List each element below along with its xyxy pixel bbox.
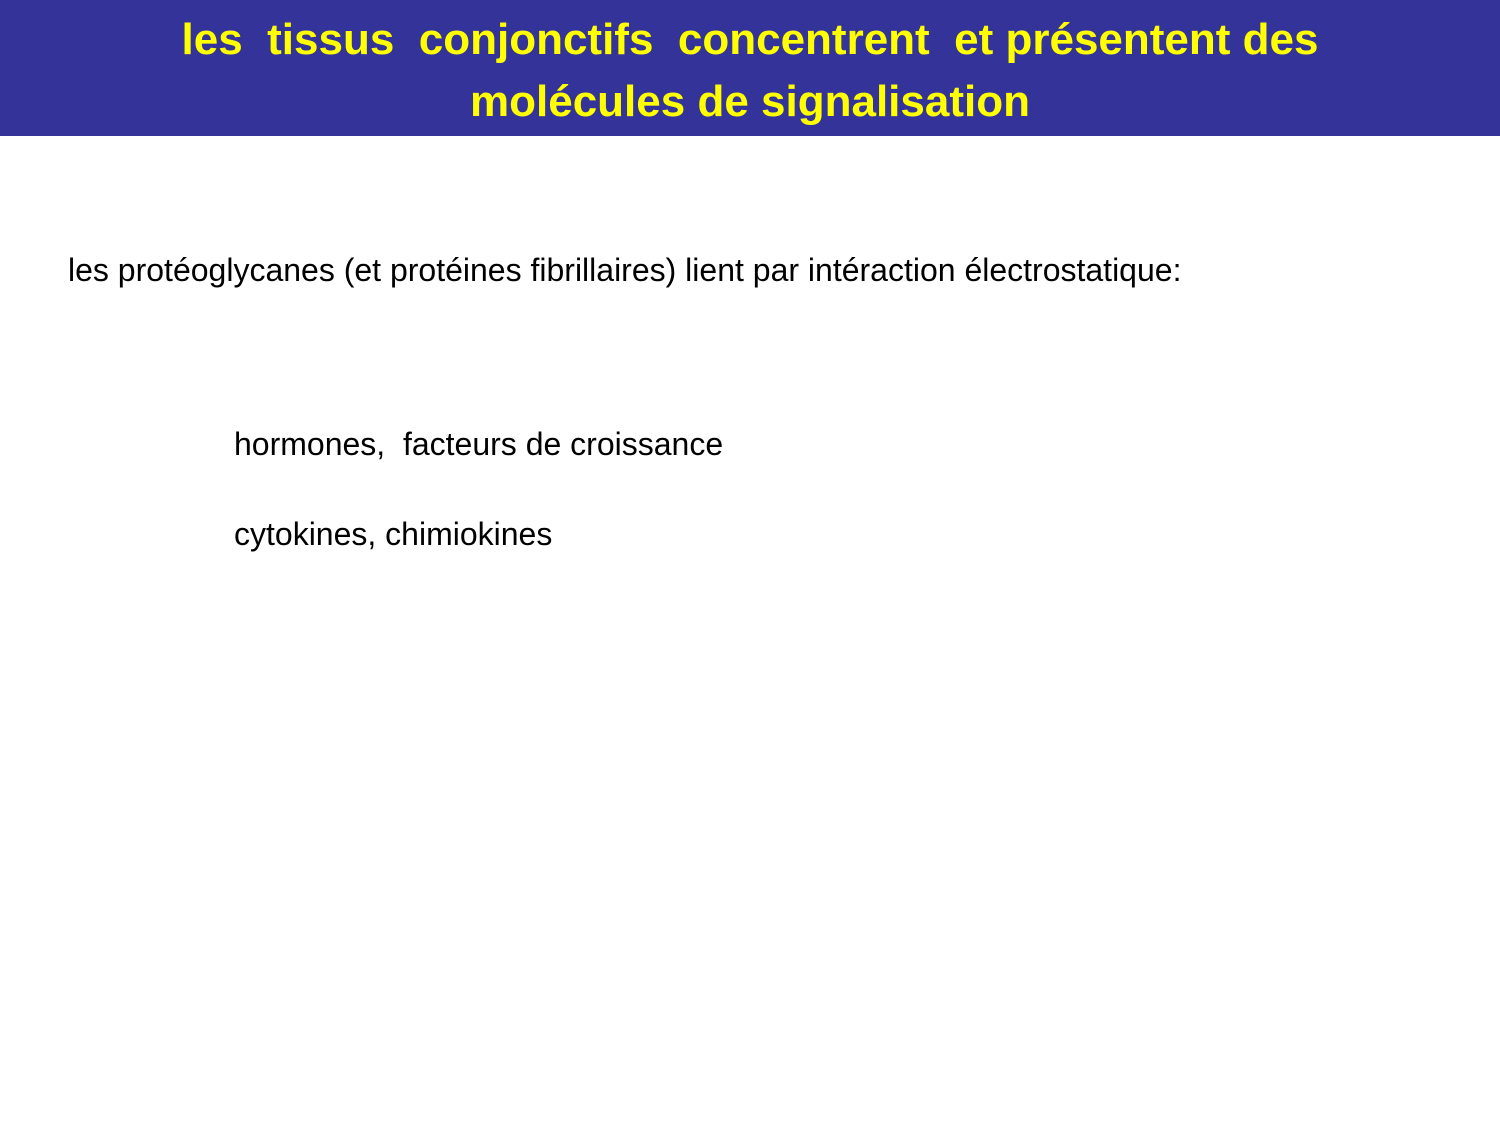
slide-title-line-2: molécules de signalisation xyxy=(470,77,1030,126)
list-item-hormones: hormones, facteurs de croissance xyxy=(234,426,724,462)
slide-title-line-1: les tissus conjonctifs concentrent et présentent des xyxy=(181,15,1319,64)
intro-text: les protéoglycanes (et protéines fibrillaires) lient par intéraction électrostatique: xyxy=(68,252,1182,288)
list-item-cytokines: cytokines, chimiokines xyxy=(234,516,553,552)
title-bar xyxy=(0,0,1500,136)
